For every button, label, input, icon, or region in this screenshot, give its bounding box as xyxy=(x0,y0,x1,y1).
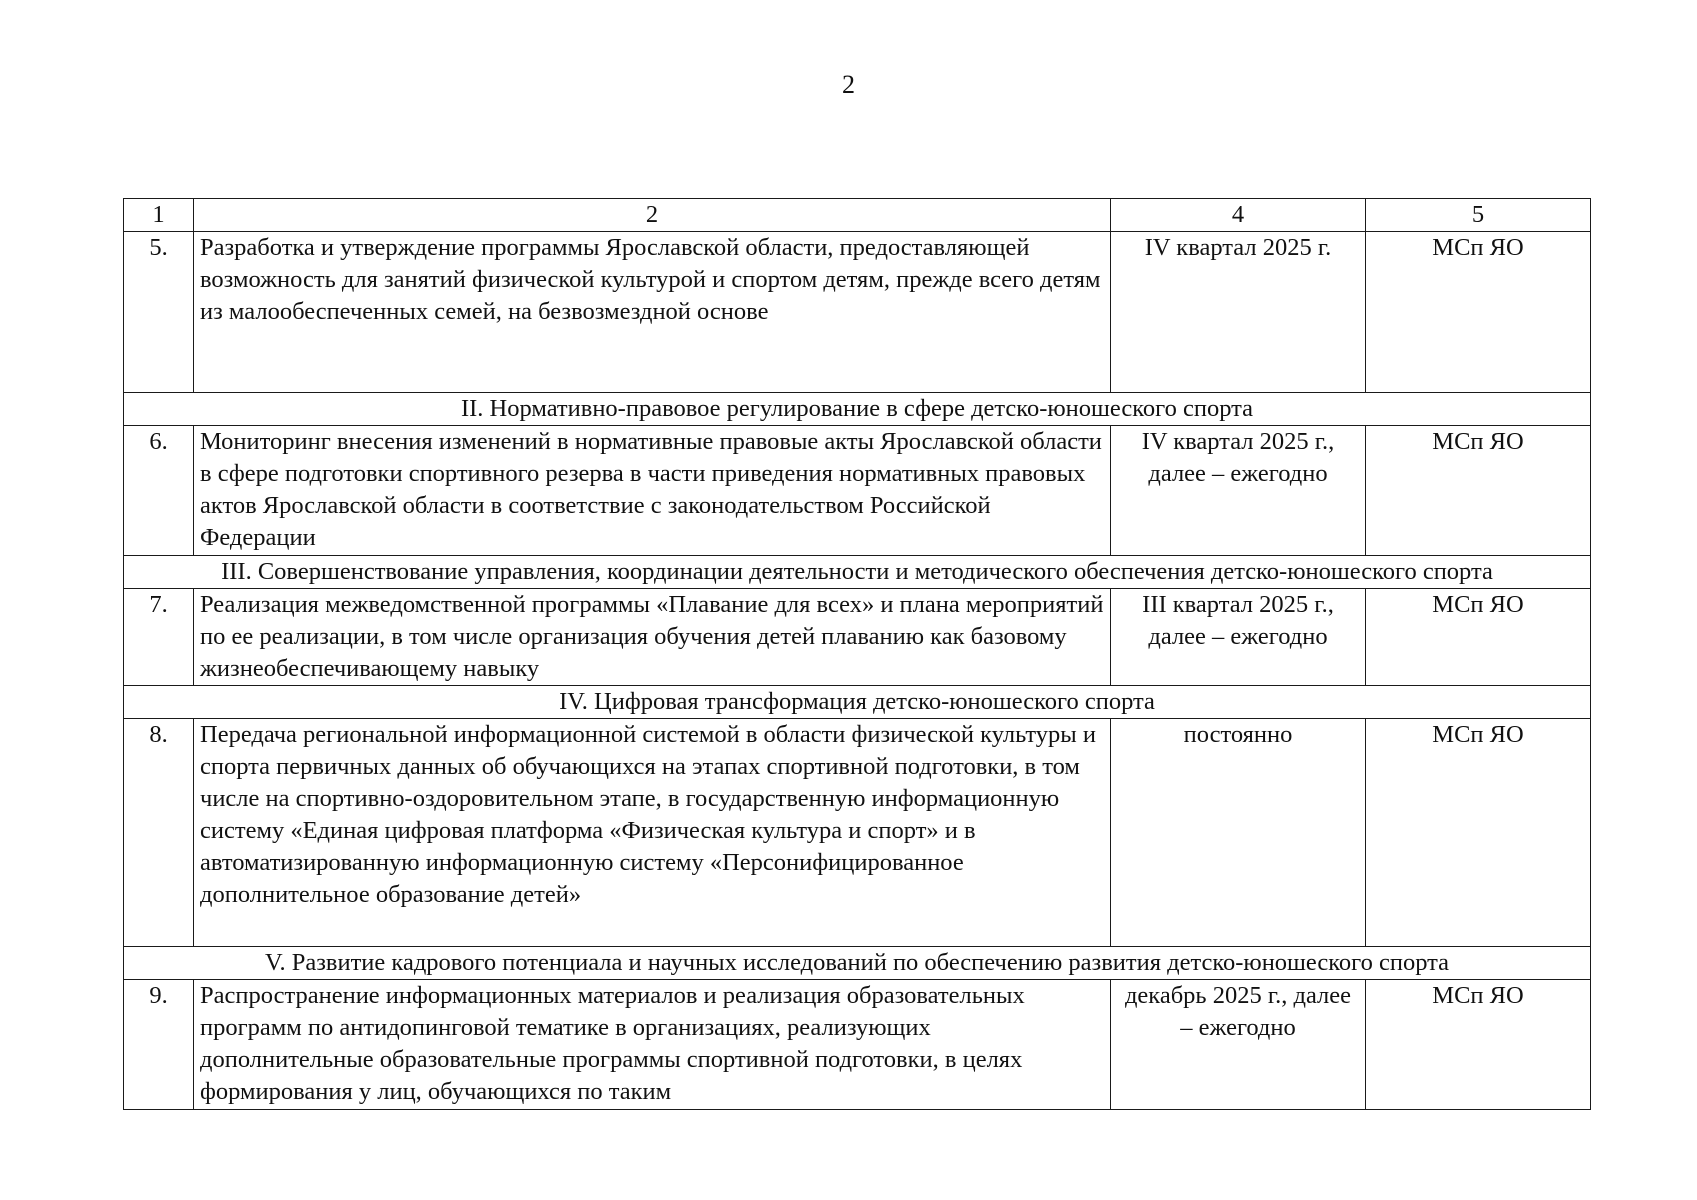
section-row xyxy=(124,686,1591,719)
row-term: декабрь 2025 г., далее – ежегодно xyxy=(1111,980,1366,1110)
table-row xyxy=(124,589,1591,686)
table-row xyxy=(124,980,1591,1110)
page-number: 2 xyxy=(842,70,855,99)
row-responsible: МСп ЯО xyxy=(1366,980,1591,1110)
row-measure-text: Разработка и утверждение программы Ярославской области, предоставляющей возможность для занятий физической культурой и спортом детям, прежде всего детям из малообеспеченных семей, на безвозмездной основе xyxy=(194,232,1111,393)
column-header-number: 1 xyxy=(124,199,194,232)
table-row xyxy=(124,426,1591,556)
column-header-measure: 2 xyxy=(194,199,1111,232)
section-row xyxy=(124,556,1591,589)
column-header-term: 4 xyxy=(1111,199,1366,232)
row-number: 6. xyxy=(124,426,194,556)
row-number: 7. xyxy=(124,589,194,686)
row-responsible: МСп ЯО xyxy=(1366,232,1591,393)
row-measure-text: Мониторинг внесения изменений в нормативные правовые акты Ярославской области в сфере подготовки спортивного резерва в части приведения нормативных правовых актов Ярославской области в соответствие с законодательством Российской Федерации xyxy=(194,426,1111,556)
row-number: 9. xyxy=(124,980,194,1110)
row-term: IV квартал 2025 г., далее – ежегодно xyxy=(1111,426,1366,556)
row-responsible: МСп ЯО xyxy=(1366,719,1591,947)
row-measure-text: Реализация межведомственной программы «Плавание для всех» и плана мероприятий по ее реализации, в том числе организация обучения детей плаванию как базовому жизнеобеспечивающему навыку xyxy=(194,589,1111,686)
row-term: IV квартал 2025 г. xyxy=(1111,232,1366,393)
row-measure-text: Распространение информационных материалов и реализация образовательных программ по антидопинговой тематике в организациях, реализующих дополнительные образовательные программы спортивной подготовки, в целях формирования у лиц, обучающихся по таким xyxy=(194,980,1111,1110)
column-header-responsible: 5 xyxy=(1366,199,1591,232)
table-header-row xyxy=(124,199,1591,232)
section-row xyxy=(124,393,1591,426)
table-row xyxy=(124,719,1591,947)
row-term: III квартал 2025 г., далее – ежегодно xyxy=(1111,589,1366,686)
row-measure-text: Передача региональной информационной системой в области физической культуры и спорта первичных данных об обучающихся на этапах спортивной подготовки, в том числе на спортивно-оздоровительном этапе, в государственную информационную систему «Единая цифровая платформа «Физическая культура и спорт» и в автоматизированную информационную систему «Персонифицированное дополнительное образование детей» xyxy=(194,719,1111,947)
row-responsible: МСп ЯО xyxy=(1366,589,1591,686)
row-responsible: МСп ЯО xyxy=(1366,426,1591,556)
section-title: IV. Цифровая трансформация детско-юношеского спорта xyxy=(124,686,1591,719)
row-term: постоянно xyxy=(1111,719,1366,947)
section-title: III. Совершенствование управления, координации деятельности и методического обеспечения детско-юношеского спорта xyxy=(124,556,1591,589)
table-row xyxy=(124,232,1591,393)
section-title: V. Развитие кадрового потенциала и научных исследований по обеспечению развития детско-юношеского спорта xyxy=(124,947,1591,980)
section-row xyxy=(124,947,1591,980)
section-title: II. Нормативно-правовое регулирование в сфере детско-юношеского спорта xyxy=(124,393,1591,426)
row-number: 5. xyxy=(124,232,194,393)
row-number: 8. xyxy=(124,719,194,947)
action-plan-table xyxy=(123,198,1591,1110)
